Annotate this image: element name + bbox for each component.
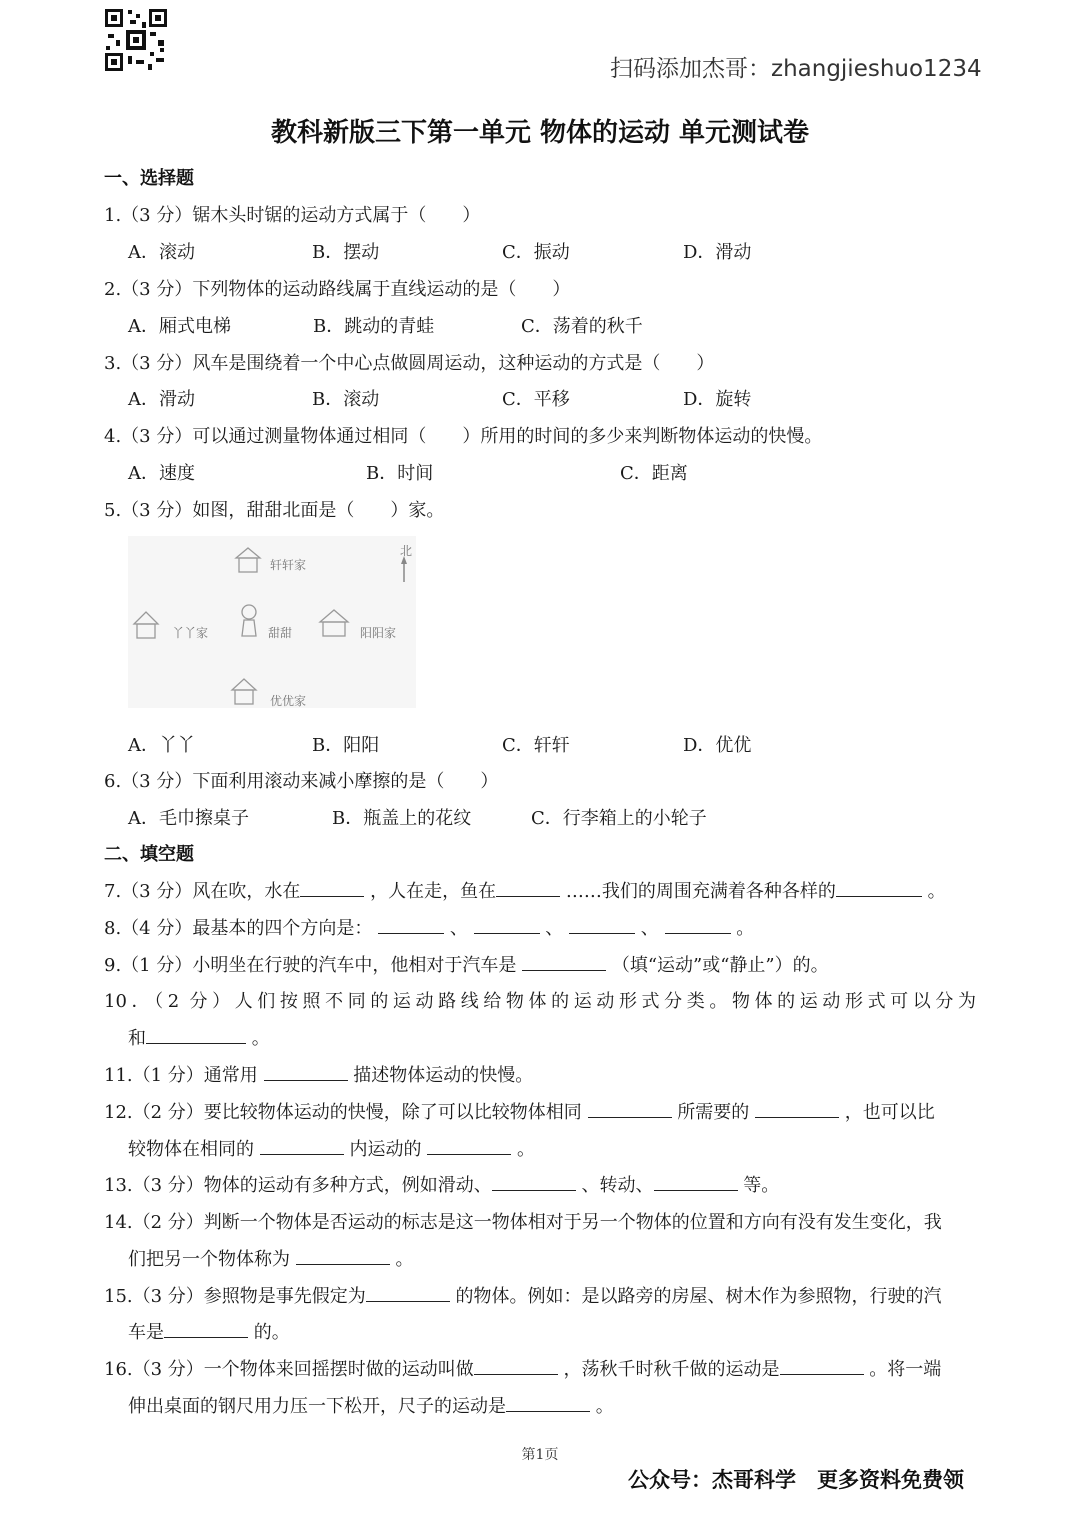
q12-text-5: 内运动的 xyxy=(349,1139,422,1160)
question-5: 5.（3 分）如图，甜甜北面是（ ）家。 xyxy=(104,500,445,521)
q2-option-c: C．荡着的秋千 xyxy=(521,316,643,337)
q14-end: 。 xyxy=(395,1249,414,1270)
q8-blank-2 xyxy=(474,917,540,934)
q1-option-b: B．摆动 xyxy=(312,242,380,263)
q13-text-2: 、转动、 xyxy=(581,1175,654,1196)
question-6: 6.（3 分）下面利用滚动来减小摩擦的是（ ） xyxy=(104,771,499,792)
north-label: 北 xyxy=(400,544,413,558)
q2-option-b: B．跳动的青蛙 xyxy=(313,316,435,337)
q16-end: 。 xyxy=(595,1396,614,1417)
section-heading-choice: 一、选择题 xyxy=(104,168,194,189)
q6-option-c: C．行李箱上的小轮子 xyxy=(531,808,707,829)
q7-text-1: 7.（3 分）风在吹，水在 xyxy=(104,881,301,902)
q16-blank-3 xyxy=(506,1395,590,1412)
question-7 xyxy=(104,877,946,903)
q12-text-4: 较物体在相同的 xyxy=(128,1139,254,1160)
q12-blank-2 xyxy=(755,1101,839,1118)
q4-option-b: B．时间 xyxy=(366,463,434,484)
direction-figure xyxy=(128,536,416,708)
q15-text-1: 15.（3 分）参照物是事先假定为 xyxy=(104,1286,366,1307)
q12-end: 。 xyxy=(516,1139,535,1160)
q8-sep-3: 、 xyxy=(640,918,659,939)
q11-text-1: 11.（1 分）通常用 xyxy=(104,1065,258,1086)
q8-blank-1 xyxy=(378,917,444,934)
question-14-line-1: 14.（2 分）判断一个物体是否运动的标志是这一物体相对于另一个物体的位置和方向有没有发生变化，我 xyxy=(104,1212,942,1233)
q10-text: 和 xyxy=(128,1028,146,1049)
q16-text-3: 。将一端 xyxy=(869,1359,942,1380)
q8-blank-3 xyxy=(569,917,635,934)
q16-text-1: 16.（3 分）一个物体来回摇摆时做的运动叫做 xyxy=(104,1359,474,1380)
q12-blank-4 xyxy=(427,1138,511,1155)
q11-blank-1 xyxy=(264,1064,348,1081)
question-12-line-1 xyxy=(104,1098,935,1124)
figure-label-top: 轩轩家 xyxy=(270,558,307,572)
q7-text-2: ，人在走，鱼在 xyxy=(370,881,497,902)
q15-text-3: 车是 xyxy=(128,1322,164,1343)
page-title: 教科新版三下第一单元 物体的运动 单元测试卷 xyxy=(270,118,810,148)
q14-blank-1 xyxy=(296,1248,390,1265)
contact-note: 扫码添加杰哥：zhangjieshuo1234 xyxy=(610,56,982,82)
q4-option-c: C．距离 xyxy=(620,463,688,484)
q13-blank-2 xyxy=(654,1174,738,1191)
q5-option-d: D．优优 xyxy=(683,735,752,756)
q11-text-2: 描述物体运动的快慢。 xyxy=(353,1065,534,1086)
q9-text-2: （填“运动”或“静止”）的。 xyxy=(611,955,829,976)
question-15-line-2 xyxy=(128,1318,290,1344)
question-10-line-1: 10．（2 分）人们按照不同的运动路线给物体的运动形式分类。物体的运动形式可以分为 xyxy=(104,991,976,1012)
question-16-line-2 xyxy=(128,1392,614,1418)
q12-text-3: ，也可以比 xyxy=(844,1102,935,1123)
question-10-line-2 xyxy=(128,1024,270,1050)
q3-option-a: A．滑动 xyxy=(128,389,195,410)
figure-label-center: 甜甜 xyxy=(268,626,293,640)
question-13 xyxy=(104,1171,779,1197)
q6-option-a: A．毛巾擦桌子 xyxy=(128,808,249,829)
q12-blank-1 xyxy=(588,1101,672,1118)
q7-blank-1 xyxy=(300,880,364,897)
qr-code xyxy=(104,8,168,72)
question-11 xyxy=(104,1061,533,1087)
q8-blank-4 xyxy=(665,917,731,934)
q1-option-c: C．振动 xyxy=(502,242,570,263)
q5-option-b: B．阳阳 xyxy=(312,735,380,756)
question-16-line-1 xyxy=(104,1355,941,1381)
footer-note: 公众号：杰哥科学 更多资料免费领 xyxy=(628,1468,964,1492)
q15-text-4: 的。 xyxy=(253,1322,290,1343)
q16-blank-1 xyxy=(474,1358,558,1375)
q8-sep-1: 、 xyxy=(449,918,468,939)
q1-option-d: D．滑动 xyxy=(683,242,752,263)
q15-text-2: 的物体。例如：是以路旁的房屋、树木作为参照物，行驶的汽 xyxy=(455,1286,942,1307)
q5-option-a: A．丫丫 xyxy=(128,735,195,756)
figure-label-right: 阳阳家 xyxy=(360,626,397,640)
question-12-line-2 xyxy=(128,1135,535,1161)
q6-option-b: B．瓶盖上的花纹 xyxy=(332,808,472,829)
question-4: 4.（3 分）可以通过测量物体通过相同（ ）所用的时间的多少来判断物体运动的快慢。 xyxy=(104,426,823,447)
q15-blank-2 xyxy=(164,1321,248,1338)
q16-blank-2 xyxy=(780,1358,864,1375)
q7-blank-3 xyxy=(836,880,922,897)
q13-text-1: 13.（3 分）物体的运动有多种方式，例如滑动、 xyxy=(104,1175,492,1196)
q7-blank-2 xyxy=(496,880,560,897)
figure-label-left: 丫丫家 xyxy=(172,626,209,640)
q8-sep-2: 、 xyxy=(545,918,564,939)
q14-text: 们把另一个物体称为 xyxy=(128,1249,290,1270)
q10-end: 。 xyxy=(251,1028,270,1049)
q8-text: 8.（4 分）最基本的四个方向是： xyxy=(104,918,373,939)
q7-text-4: 。 xyxy=(927,881,946,902)
q4-option-a: A．速度 xyxy=(128,463,195,484)
question-2: 2.（3 分）下列物体的运动路线属于直线运动的是（ ） xyxy=(104,279,571,300)
figure-label-bottom: 优优家 xyxy=(270,694,307,708)
q13-text-3: 等。 xyxy=(743,1175,780,1196)
question-3: 3.（3 分）风车是围绕着一个中心点做圆周运动，这种运动的方式是（ ） xyxy=(104,353,715,374)
q13-blank-1 xyxy=(492,1174,576,1191)
question-15-line-1 xyxy=(104,1282,942,1308)
q3-option-d: D．旋转 xyxy=(683,389,752,410)
q16-text-2: ，荡秋千时秋千做的运动是 xyxy=(563,1359,780,1380)
page-number: 第1页 xyxy=(521,1447,559,1463)
q3-option-b: B．滚动 xyxy=(312,389,380,410)
q7-text-3: ……我们的周围充满着各种各样的 xyxy=(565,881,836,902)
q5-option-c: C．轩轩 xyxy=(502,735,570,756)
question-1: 1.（3 分）锯木头时锯的运动方式属于（ ） xyxy=(104,205,481,226)
q16-text-4: 伸出桌面的钢尺用力压一下松开，尺子的运动是 xyxy=(128,1396,506,1417)
q12-blank-3 xyxy=(260,1138,344,1155)
q3-option-c: C．平移 xyxy=(502,389,570,410)
q9-blank-1 xyxy=(522,954,606,971)
q12-text-1: 12.（2 分）要比较物体运动的快慢，除了可以比较物体相同 xyxy=(104,1102,582,1123)
question-9 xyxy=(104,951,829,977)
question-8 xyxy=(104,914,754,940)
q10-blank-2 xyxy=(146,1027,246,1044)
q12-text-2: 所需要的 xyxy=(677,1102,750,1123)
question-14-line-2 xyxy=(128,1245,413,1271)
q15-blank-1 xyxy=(366,1285,450,1302)
section-heading-fill: 二、填空题 xyxy=(104,844,194,865)
q9-text-1: 9.（1 分）小明坐在行驶的汽车中，他相对于汽车是 xyxy=(104,955,517,976)
q8-end: 。 xyxy=(736,918,755,939)
q1-option-a: A．滚动 xyxy=(128,242,195,263)
q2-option-a: A．厢式电梯 xyxy=(128,316,231,337)
